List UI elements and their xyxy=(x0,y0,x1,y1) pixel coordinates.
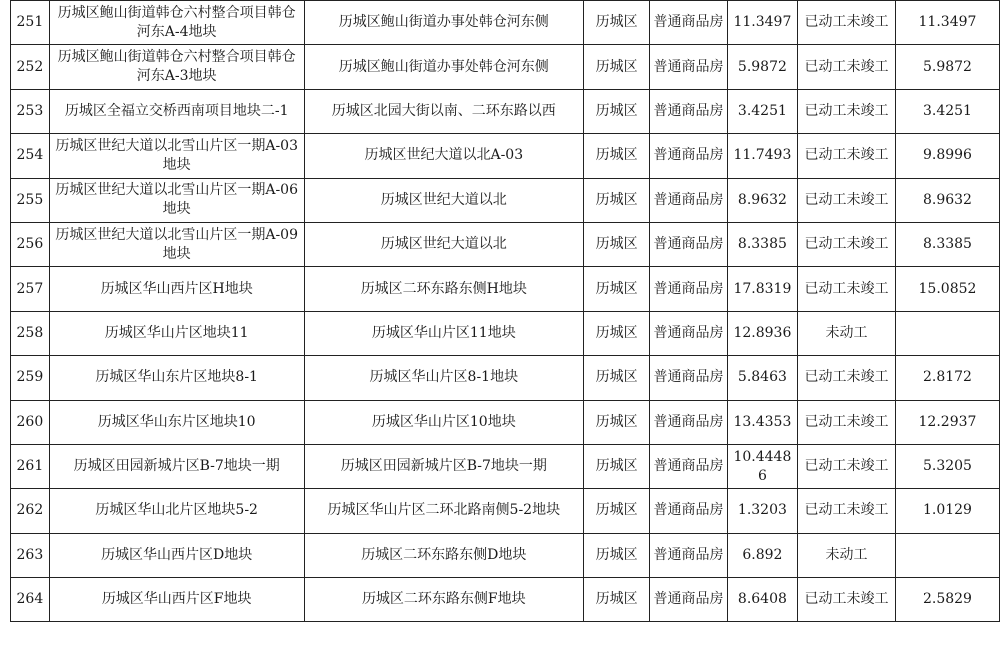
developed-area-cell: 8.3385 xyxy=(895,222,999,266)
housing-type-cell: 普通商品房 xyxy=(650,356,727,400)
project-name-cell: 历城区鲍山街道韩仓六村整合项目韩仓河东A-4地块 xyxy=(49,1,304,45)
developed-area-cell xyxy=(895,311,999,355)
row-number-cell: 260 xyxy=(11,400,50,444)
row-number-cell: 255 xyxy=(11,178,50,222)
project-name-cell: 历城区全福立交桥西南项目地块二-1 xyxy=(49,89,304,133)
housing-type-cell: 普通商品房 xyxy=(650,489,727,533)
area-cell: 11.3497 xyxy=(727,1,797,45)
district-cell: 历城区 xyxy=(583,1,649,45)
district-cell: 历城区 xyxy=(583,89,649,133)
table-row xyxy=(11,578,1000,622)
project-name-cell: 历城区华山片区地块11 xyxy=(49,311,304,355)
project-name-cell: 历城区华山西片区D地块 xyxy=(49,533,304,577)
district-cell: 历城区 xyxy=(583,578,649,622)
housing-type-cell: 普通商品房 xyxy=(650,267,727,311)
area-cell: 1.3203 xyxy=(727,489,797,533)
table-row xyxy=(11,356,1000,400)
area-cell: 8.6408 xyxy=(727,578,797,622)
district-cell: 历城区 xyxy=(583,400,649,444)
row-number-cell: 262 xyxy=(11,489,50,533)
project-name-cell: 历城区田园新城片区B-7地块一期 xyxy=(49,444,304,488)
table-row xyxy=(11,444,1000,488)
row-number-cell: 251 xyxy=(11,1,50,45)
developed-area-cell: 8.9632 xyxy=(895,178,999,222)
area-cell: 3.4251 xyxy=(727,89,797,133)
construction-status-cell: 已动工未竣工 xyxy=(798,134,896,178)
developed-area-cell: 1.0129 xyxy=(895,489,999,533)
location-cell: 历城区华山片区二环北路南侧5-2地块 xyxy=(304,489,583,533)
row-number-cell: 253 xyxy=(11,89,50,133)
housing-type-cell: 普通商品房 xyxy=(650,1,727,45)
table-row xyxy=(11,45,1000,89)
row-number-cell: 257 xyxy=(11,267,50,311)
construction-status-cell: 已动工未竣工 xyxy=(798,222,896,266)
project-name-cell: 历城区华山北片区地块5-2 xyxy=(49,489,304,533)
row-number-cell: 254 xyxy=(11,134,50,178)
location-cell: 历城区二环东路东侧F地块 xyxy=(304,578,583,622)
location-cell: 历城区鲍山街道办事处韩仓河东侧 xyxy=(304,1,583,45)
developed-area-cell xyxy=(895,533,999,577)
construction-status-cell: 已动工未竣工 xyxy=(798,45,896,89)
area-cell: 6.892 xyxy=(727,533,797,577)
table-row xyxy=(11,267,1000,311)
table-row xyxy=(11,222,1000,266)
location-cell: 历城区世纪大道以北 xyxy=(304,178,583,222)
project-name-cell: 历城区华山西片区F地块 xyxy=(49,578,304,622)
project-name-cell: 历城区鲍山街道韩仓六村整合项目韩仓河东A-3地块 xyxy=(49,45,304,89)
table-row xyxy=(11,533,1000,577)
table-row xyxy=(11,400,1000,444)
construction-status-cell: 已动工未竣工 xyxy=(798,444,896,488)
area-cell: 12.8936 xyxy=(727,311,797,355)
row-number-cell: 252 xyxy=(11,45,50,89)
developed-area-cell: 2.8172 xyxy=(895,356,999,400)
construction-status-cell: 已动工未竣工 xyxy=(798,356,896,400)
housing-type-cell: 普通商品房 xyxy=(650,134,727,178)
district-cell: 历城区 xyxy=(583,356,649,400)
location-cell: 历城区二环东路东侧H地块 xyxy=(304,267,583,311)
row-number-cell: 261 xyxy=(11,444,50,488)
project-name-cell: 历城区华山东片区地块10 xyxy=(49,400,304,444)
row-number-cell: 259 xyxy=(11,356,50,400)
table-row xyxy=(11,1,1000,45)
land-parcel-table xyxy=(10,0,1000,622)
district-cell: 历城区 xyxy=(583,311,649,355)
district-cell: 历城区 xyxy=(583,489,649,533)
developed-area-cell: 2.5829 xyxy=(895,578,999,622)
area-cell: 17.8319 xyxy=(727,267,797,311)
table-row xyxy=(11,489,1000,533)
area-cell: 8.9632 xyxy=(727,178,797,222)
housing-type-cell: 普通商品房 xyxy=(650,533,727,577)
area-cell: 5.8463 xyxy=(727,356,797,400)
row-number-cell: 264 xyxy=(11,578,50,622)
district-cell: 历城区 xyxy=(583,222,649,266)
project-name-cell: 历城区世纪大道以北雪山片区一期A-06地块 xyxy=(49,178,304,222)
project-name-cell: 历城区华山西片区H地块 xyxy=(49,267,304,311)
housing-type-cell: 普通商品房 xyxy=(650,222,727,266)
developed-area-cell: 3.4251 xyxy=(895,89,999,133)
construction-status-cell: 已动工未竣工 xyxy=(798,89,896,133)
construction-status-cell: 已动工未竣工 xyxy=(798,178,896,222)
project-name-cell: 历城区世纪大道以北雪山片区一期A-09地块 xyxy=(49,222,304,266)
developed-area-cell: 5.9872 xyxy=(895,45,999,89)
developed-area-cell: 9.8996 xyxy=(895,134,999,178)
housing-type-cell: 普通商品房 xyxy=(650,400,727,444)
construction-status-cell: 未动工 xyxy=(798,311,896,355)
district-cell: 历城区 xyxy=(583,134,649,178)
district-cell: 历城区 xyxy=(583,533,649,577)
district-cell: 历城区 xyxy=(583,267,649,311)
area-cell: 13.4353 xyxy=(727,400,797,444)
project-name-cell: 历城区世纪大道以北雪山片区一期A-03地块 xyxy=(49,134,304,178)
district-cell: 历城区 xyxy=(583,444,649,488)
location-cell: 历城区世纪大道以北 xyxy=(304,222,583,266)
area-cell: 10.44486 xyxy=(727,444,797,488)
location-cell: 历城区北园大街以南、二环东路以西 xyxy=(304,89,583,133)
district-cell: 历城区 xyxy=(583,45,649,89)
construction-status-cell: 已动工未竣工 xyxy=(798,267,896,311)
row-number-cell: 258 xyxy=(11,311,50,355)
housing-type-cell: 普通商品房 xyxy=(650,45,727,89)
construction-status-cell: 已动工未竣工 xyxy=(798,1,896,45)
district-cell: 历城区 xyxy=(583,178,649,222)
developed-area-cell: 5.3205 xyxy=(895,444,999,488)
location-cell: 历城区世纪大道以北A-03 xyxy=(304,134,583,178)
table-row xyxy=(11,134,1000,178)
location-cell: 历城区华山片区11地块 xyxy=(304,311,583,355)
construction-status-cell: 已动工未竣工 xyxy=(798,400,896,444)
location-cell: 历城区华山片区8-1地块 xyxy=(304,356,583,400)
housing-type-cell: 普通商品房 xyxy=(650,444,727,488)
developed-area-cell: 12.2937 xyxy=(895,400,999,444)
row-number-cell: 263 xyxy=(11,533,50,577)
area-cell: 5.9872 xyxy=(727,45,797,89)
table-body xyxy=(11,1,1000,622)
row-number-cell: 256 xyxy=(11,222,50,266)
location-cell: 历城区二环东路东侧D地块 xyxy=(304,533,583,577)
housing-type-cell: 普通商品房 xyxy=(650,311,727,355)
construction-status-cell: 已动工未竣工 xyxy=(798,489,896,533)
table-row xyxy=(11,178,1000,222)
developed-area-cell: 11.3497 xyxy=(895,1,999,45)
table-row xyxy=(11,311,1000,355)
location-cell: 历城区鲍山街道办事处韩仓河东侧 xyxy=(304,45,583,89)
area-cell: 8.3385 xyxy=(727,222,797,266)
location-cell: 历城区华山片区10地块 xyxy=(304,400,583,444)
developed-area-cell: 15.0852 xyxy=(895,267,999,311)
table-row xyxy=(11,89,1000,133)
housing-type-cell: 普通商品房 xyxy=(650,178,727,222)
housing-type-cell: 普通商品房 xyxy=(650,578,727,622)
construction-status-cell: 未动工 xyxy=(798,533,896,577)
project-name-cell: 历城区华山东片区地块8-1 xyxy=(49,356,304,400)
housing-type-cell: 普通商品房 xyxy=(650,89,727,133)
construction-status-cell: 已动工未竣工 xyxy=(798,578,896,622)
area-cell: 11.7493 xyxy=(727,134,797,178)
location-cell: 历城区田园新城片区B-7地块一期 xyxy=(304,444,583,488)
